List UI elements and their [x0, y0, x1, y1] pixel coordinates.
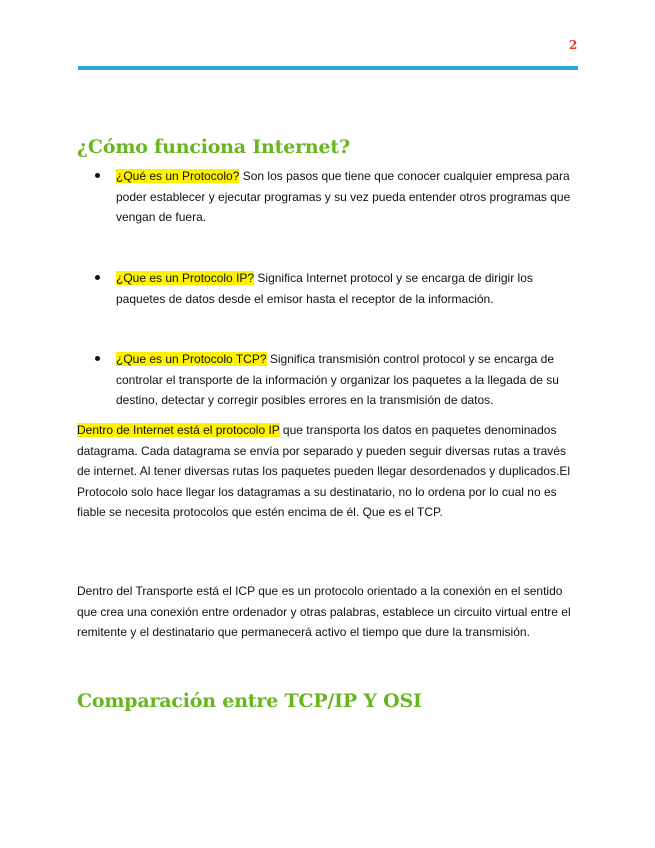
- paragraph-text: Dentro del Transporte está el ICP que es un protocolo orientado a la conexión en el sentido que crea una conexión entre ordenador y otras palabras, establece un circuito virtual entre el remitente y el destinatario que permanecerá activo el tiempo que dure la transmisión.: [77, 584, 571, 639]
- bullet-icon: [95, 173, 100, 178]
- bullet-icon: [95, 356, 100, 361]
- highlighted-term: ¿Que es un Protocolo TCP?: [116, 352, 267, 366]
- section-heading-internet: ¿Cómo funciona Internet?: [77, 136, 350, 158]
- paragraph-text: que transporta los datos en paquetes denominados datagrama. Cada datagrama se envía por separado y pueden seguir diversas rutas a través de internet. Al tener diversas rutas los paquetes pueden llegar desordenados y duplicados.El Protocolo solo hace llegar los datagramas a su destinatario, no lo ordena por lo cual no es fiable se necesita protocolos que estén encima de él. Que es el TCP.: [77, 423, 570, 519]
- header-rule: [78, 66, 578, 70]
- list-item-text: Significa transmisión control protocol y se encarga de controlar el transporte de la información y organizar los paquetes a la llegada de su destino, detectar y corregir posibles errores en la transmisión de datos.: [116, 352, 559, 407]
- page-number: 2: [569, 38, 578, 52]
- highlighted-term: Dentro de Internet está el protocolo IP: [77, 423, 280, 437]
- list-item-text: Son los pasos que tiene que conocer cualquier empresa para poder establecer y ejecutar programas y su vez pueda entender otros programas que vengan de fuera.: [116, 169, 571, 224]
- list-item-text: Significa Internet protocol y se encarga de dirigir los paquetes de datos desde el emisor hasta el receptor de la información.: [116, 271, 533, 306]
- section-heading-comparacion: Comparación entre TCP/IP Y OSI: [77, 690, 422, 712]
- highlighted-term: ¿Que es un Protocolo IP?: [116, 271, 255, 285]
- highlighted-term: ¿Qué es un Protocolo?: [116, 169, 240, 183]
- paragraph-transport: [77, 581, 577, 643]
- list-item: [116, 166, 578, 228]
- list-item: [116, 349, 578, 411]
- bullet-icon: [95, 275, 100, 280]
- list-item: [116, 268, 578, 309]
- paragraph-ip: [77, 420, 577, 523]
